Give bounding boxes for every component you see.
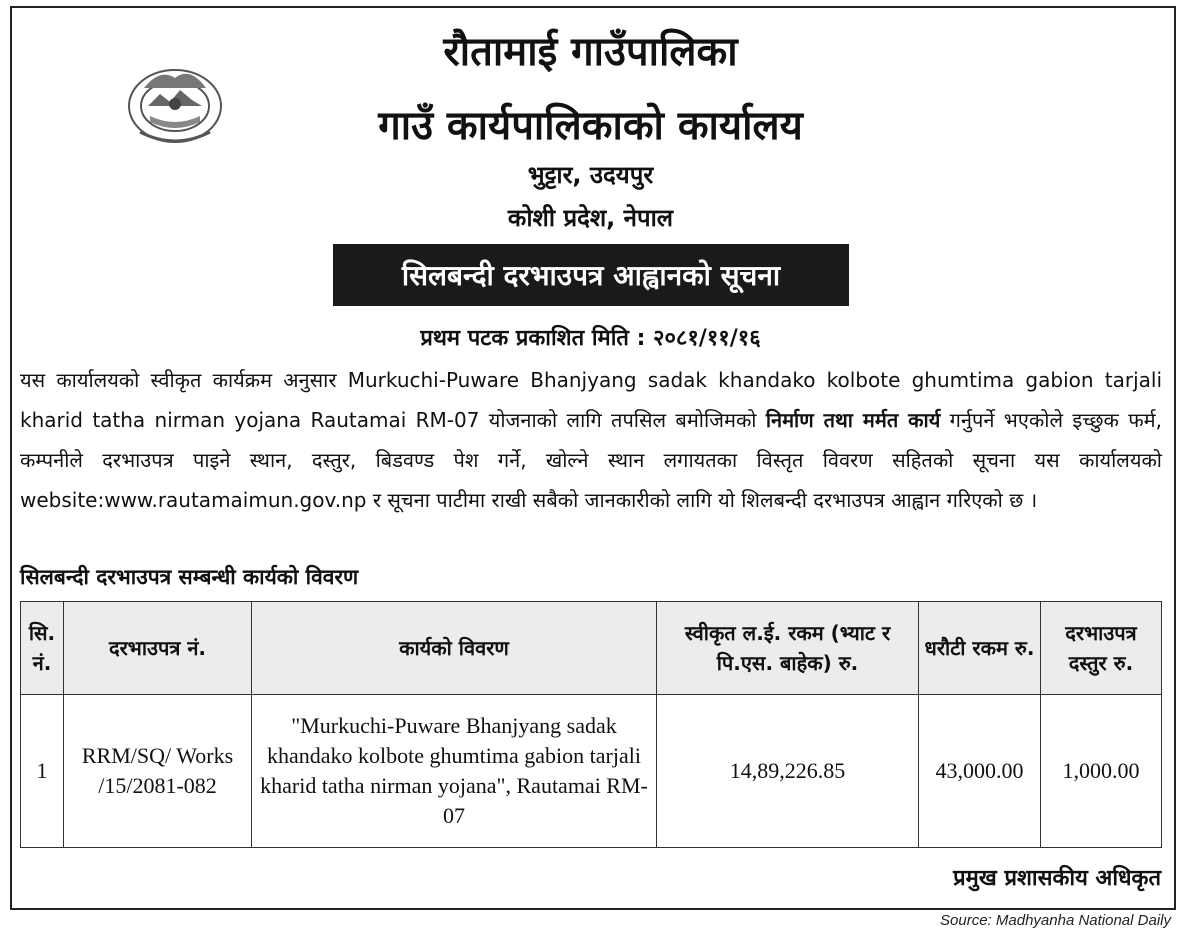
cell-sn: 1 — [21, 695, 64, 848]
header-deposit: धरौटी रकम रु. — [919, 602, 1041, 695]
cell-bid-no: RRM/SQ/ Works /15/2081-082 — [64, 695, 252, 848]
section-title: सिलबन्दी दरभाउपत्र सम्बन्धी कार्यको विवरण — [20, 565, 359, 589]
publish-date: प्रथम पटक प्रकाशित मिति : २०८१/११/१६ — [420, 326, 761, 351]
cell-deposit: 43,000.00 — [919, 695, 1041, 848]
notice-body-bold: निर्माण तथा मर्मत कार्य — [765, 408, 941, 432]
header-estimate: स्वीकृत ल.ई. रकम (भ्याट र पि.एस. बाहेक) रु. — [657, 602, 919, 695]
cell-description: "Murkuchi-Puware Bhanjyang sadak khandako kolbote ghumtima gabion tarjali kharid tatha nirman yojana", Rautamai RM-07 — [252, 695, 657, 848]
office-title: गाउँ कार्यपालिकाको कार्यालय — [378, 103, 803, 149]
notice-heading-banner — [333, 244, 849, 306]
header-fee: दरभाउपत्र दस्तुर रु. — [1041, 602, 1162, 695]
cell-estimate: 14,89,226.85 — [657, 695, 919, 848]
municipality-title: रौतामाई गाउँपालिका — [443, 29, 738, 75]
tender-table — [20, 601, 1162, 848]
header-description: कार्यको विवरण — [252, 602, 657, 695]
notice-heading: सिलबन्दी दरभाउपत्र आह्वानको सूचना — [401, 259, 781, 292]
table-row — [21, 695, 1162, 848]
cell-fee: 1,000.00 — [1041, 695, 1162, 848]
notice-body — [20, 360, 1162, 520]
signature-title: प्रमुख प्रशासकीय अधिकृत — [953, 866, 1161, 891]
source-credit: Source: Madhyanha National Daily — [940, 912, 1171, 929]
header-bid-no: दरभाउपत्र नं. — [64, 602, 252, 695]
notice-body-part2: गर्नुपर्ने भएकोले इच्छुक फर्म, कम्पनीले दरभाउपत्र पाइने स्थान, दस्तुर, बिडवण्ड पेश गर्ने, खोल्ने स्थान लगायतका विस्तृत विवरण सहितको सूचना यस कार्यालयको website:www.rautamaimun.gov.np र सूचना पाटीमा राखी सबैको जानकारीको लागि यो शिलबन्दी दरभाउपत्र आह्वान गरिएको छ । — [20, 408, 1162, 512]
table-header-row — [21, 602, 1162, 695]
province-line: कोशी प्रदेश, नेपाल — [507, 204, 674, 232]
office-address: भुट्टार, उदयपुर — [527, 161, 654, 189]
notice-body-part1: यस कार्यालयको स्वीकृत कार्यक्रम अनुसार Murkuchi-Puware Bhanjyang sadak khandako kolbote ghumtima gabion tarjali kharid tatha nirman yojana Rautamai RM-07 योजनाको लागि तपसिल बमोजिमको — [20, 368, 1162, 432]
header-sn: सि. नं. — [21, 602, 64, 695]
